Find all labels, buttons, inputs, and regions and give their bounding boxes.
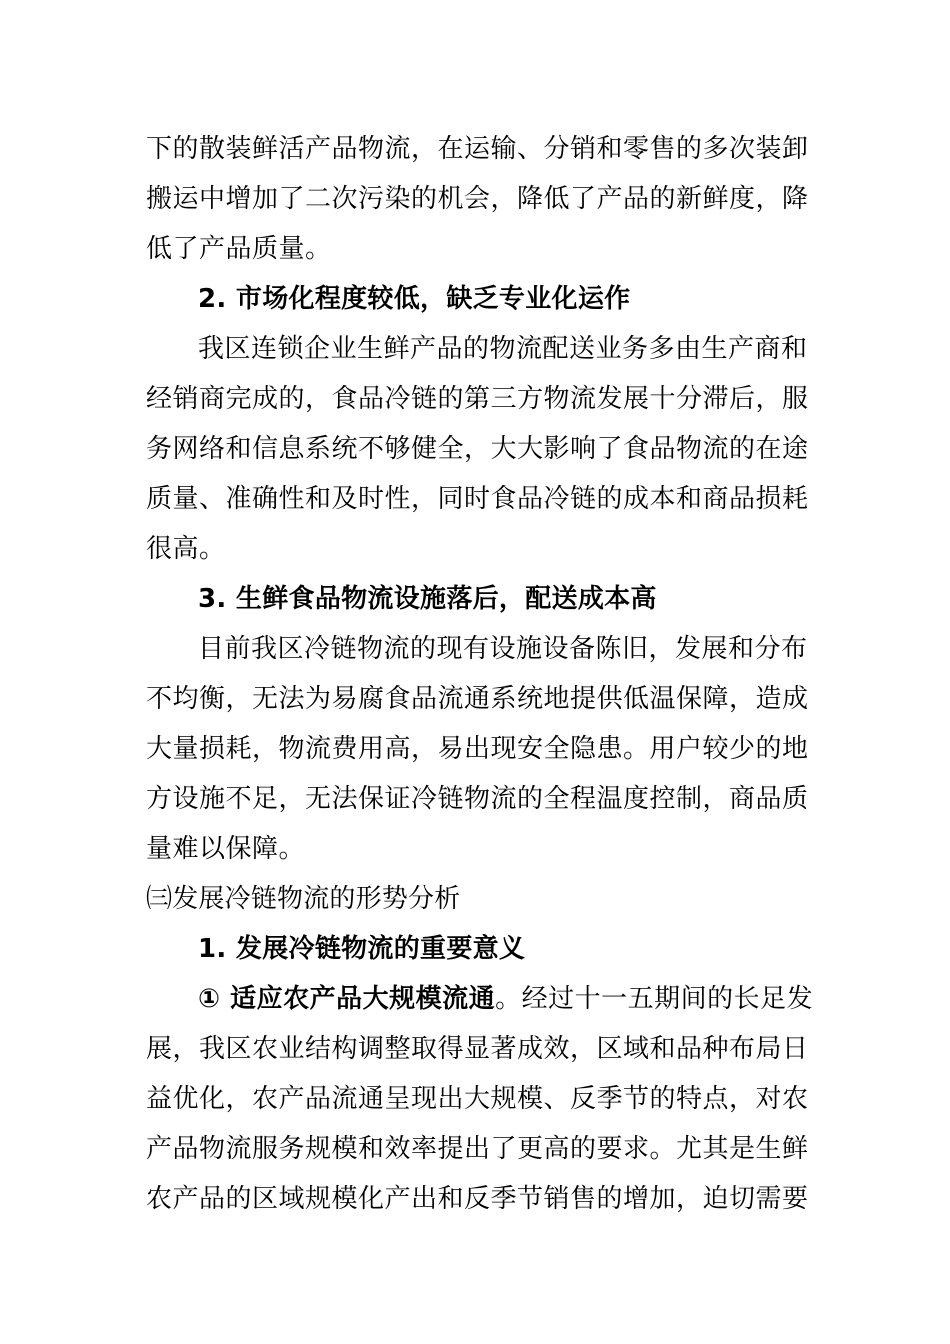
paragraph-significance: [146, 974, 814, 1224]
text-line-lead: [146, 974, 814, 1024]
text-line: 搬运中增加了二次污染的机会，降低了产品的新鲜度，降: [146, 184, 809, 214]
lead-continuation: 。经过十一五期间的长足发: [495, 984, 814, 1014]
text-line: 农产品的区域规模化产出和反季节销售的增加，迫切需要: [146, 1184, 809, 1214]
section-heading-situation-analysis: ㈢发展冷链物流的形势分析: [146, 884, 461, 914]
text-line: 低了产品质量。: [146, 234, 332, 264]
text-line: 不均衡，无法为易腐食品流通系统地提供低温保障，造成: [146, 684, 809, 714]
text-line: 务网络和信息系统不够健全，大大影响了食品物流的在途: [146, 434, 809, 464]
text-line: 质量、准确性和及时性，同时食品冷链的成本和商品损耗: [146, 484, 809, 514]
text-line: 我区连锁企业生鲜产品的物流配送业务多由生产商和: [198, 334, 808, 364]
paragraph-facilities: [146, 624, 809, 874]
paragraph-continuation: [146, 124, 809, 274]
text-line: 大量损耗，物流费用高，易出现安全隐患。用户较少的地: [146, 734, 809, 764]
text-line: 经销商完成的，食品冷链的第三方物流发展十分滞后，服: [146, 384, 809, 414]
text-line: 益优化，农产品流通呈现出大规模、反季节的特点，对农: [146, 1084, 809, 1114]
text-line: 展，我区农业结构调整取得显著成效，区域和品种布局日: [146, 1034, 809, 1064]
text-line: 方设施不足，无法保证冷链物流的全程温度控制，商品质: [146, 784, 809, 814]
text-line: 量难以保障。: [146, 834, 306, 864]
lead-phrase: ① 适应农产品大规模流通: [198, 984, 496, 1014]
text-line: 产品物流服务规模和效率提出了更高的要求。尤其是生鲜: [146, 1134, 809, 1164]
text-line: 目前我区冷链物流的现有设施设备陈旧，发展和分布: [198, 634, 808, 664]
document-page: [146, 124, 814, 1224]
text-line: 下的散装鲜活产品物流，在运输、分销和零售的多次装卸: [146, 134, 809, 164]
subheading-market-level: 2. 市场化程度较低，缺乏专业化运作: [198, 284, 631, 314]
text-line: 很高。: [146, 534, 226, 564]
subheading-significance: 1. 发展冷链物流的重要意义: [198, 934, 526, 964]
subheading-facilities: 3. 生鲜食品物流设施落后，配送成本高: [198, 584, 657, 614]
paragraph-market-level: [146, 324, 809, 574]
